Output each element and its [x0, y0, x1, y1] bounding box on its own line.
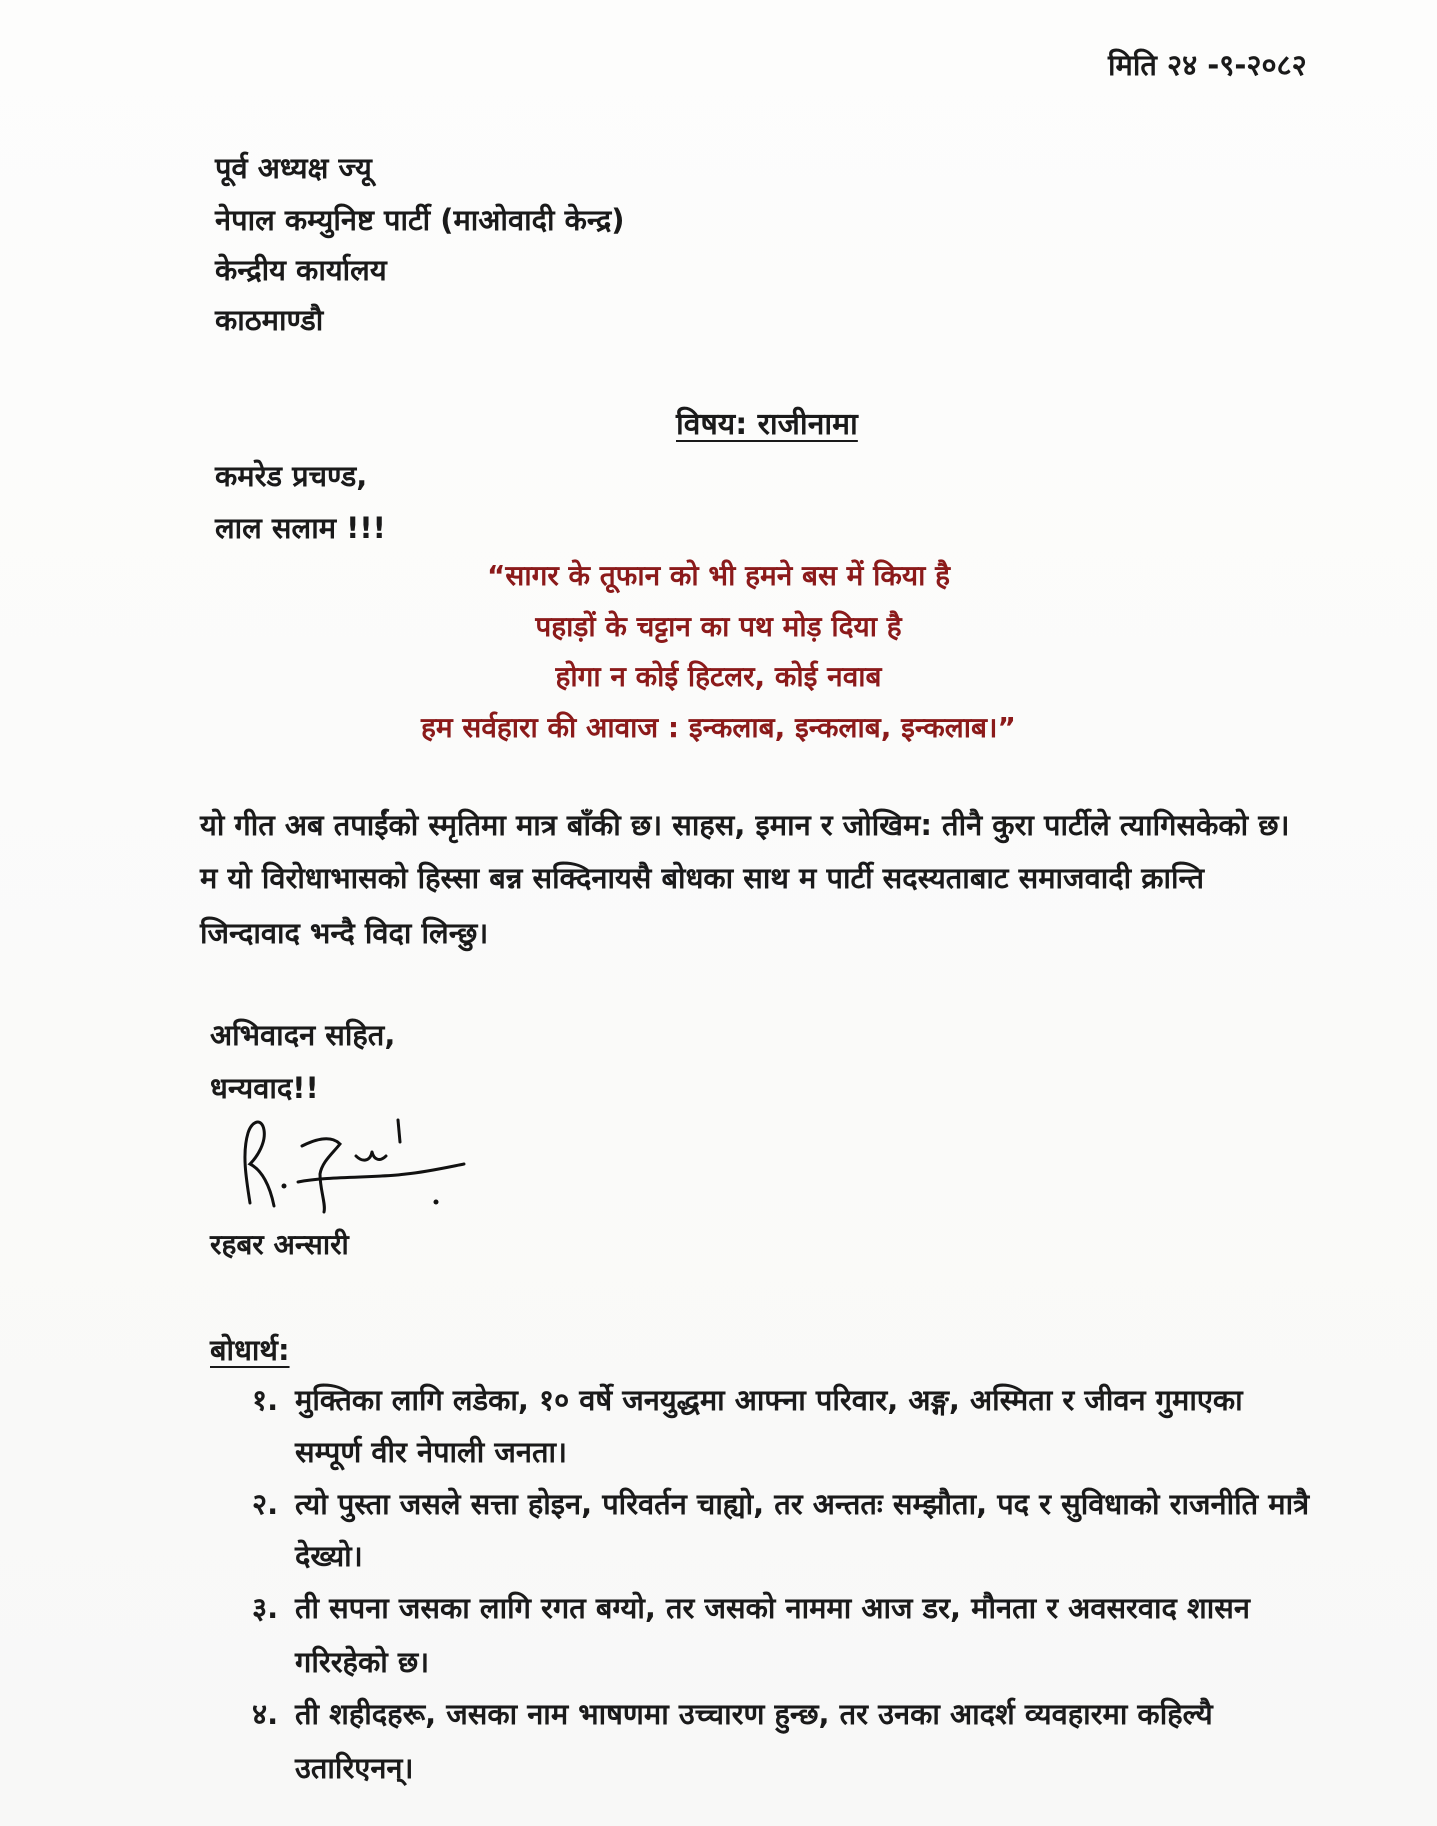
body-line-3: जिन्दावाद भन्दै विदा लिन्छु।: [200, 916, 489, 950]
closing-line-2: धन्यवाद!!: [210, 1071, 319, 1105]
cc-item-text: सम्पूर्ण वीर नेपाली जनता।: [295, 1435, 567, 1469]
cc-heading: बोधार्थ:: [210, 1333, 290, 1367]
salutation-line-2: लाल सलाम !!!: [215, 511, 386, 545]
quote-line-3: होगा न कोई हिटलर, कोई नवाब: [555, 660, 882, 693]
cc-item-text: उतारिएनन्।: [295, 1751, 414, 1785]
cc-item-number: ३.: [252, 1591, 279, 1625]
cc-item-text: मुक्तिका लागि लडेका, १० वर्षे जनयुद्धमा आफ्ना परिवार, अङ्ग, अस्मिता र जीवन गुमाएका: [295, 1383, 1243, 1417]
recipient-line-3: केन्द्रीय कार्यालय: [215, 253, 387, 287]
quote-line-4: हम सर्वहारा की आवाज : इन्कलाब, इन्कलाब, इन्कलाब।”: [421, 711, 1016, 744]
quote-line-2: पहाड़ों के चट्टान का पथ मोड़ दिया है: [535, 610, 902, 643]
letter-subject: विषय: राजीनामा: [676, 407, 858, 442]
cc-item-number: १.: [252, 1383, 279, 1417]
cc-item-text: त्यो पुस्ता जसले सत्ता होइन, परिवर्तन चाह्यो, तर अन्ततः सम्झौता, पद र सुविधाको राजनीति मात्रै: [295, 1487, 1310, 1521]
quote-line-1: “सागर के तूफान को भी हमने बस में किया है: [487, 559, 950, 592]
recipient-line-2: नेपाल कम्युनिष्ट पार्टी (माओवादी केन्द्र): [215, 203, 625, 237]
salutation-line-1: कमरेड प्रचण्ड,: [215, 459, 368, 493]
letter-date: मिति २४ -९-२०८२: [1108, 48, 1307, 82]
cc-item-text: ती सपना जसका लागि रगत बग्यो, तर जसको नाममा आज डर, मौनता र अवसरवाद शासन: [295, 1591, 1250, 1625]
cc-item-text: गरिरहेको छ।: [295, 1645, 430, 1679]
cc-item-text: देख्यो।: [295, 1539, 363, 1573]
cc-item-number: २.: [252, 1487, 279, 1521]
recipient-line-4: काठमाण्डौ: [215, 303, 324, 337]
signer-name: रहबर अन्सारी: [210, 1228, 349, 1261]
body-line-1: यो गीत अब तपाईंको स्मृतिमा मात्र बाँकी छ। साहस, इमान र जोखिम: तीनै कुरा पार्टीले त्यागिसकेको छ।: [200, 808, 1290, 842]
recipient-line-1: पूर्व अध्यक्ष ज्यू: [215, 151, 372, 185]
cc-item-text: ती शहीदहरू, जसका नाम भाषणमा उच्चारण हुन्छ, तर उनका आदर्श व्यवहारमा कहिल्यै: [295, 1697, 1213, 1731]
body-line-2: म यो विरोधाभासको हिस्सा बन्न सक्दिनायसै बोधका साथ म पार्टी सदस्यताबाट समाजवादी क्रान्ति: [200, 861, 1204, 895]
cc-item-number: ४.: [252, 1697, 279, 1731]
handwritten-signature-icon: [228, 1108, 478, 1218]
closing-line-1: अभिवादन सहित,: [210, 1018, 396, 1052]
